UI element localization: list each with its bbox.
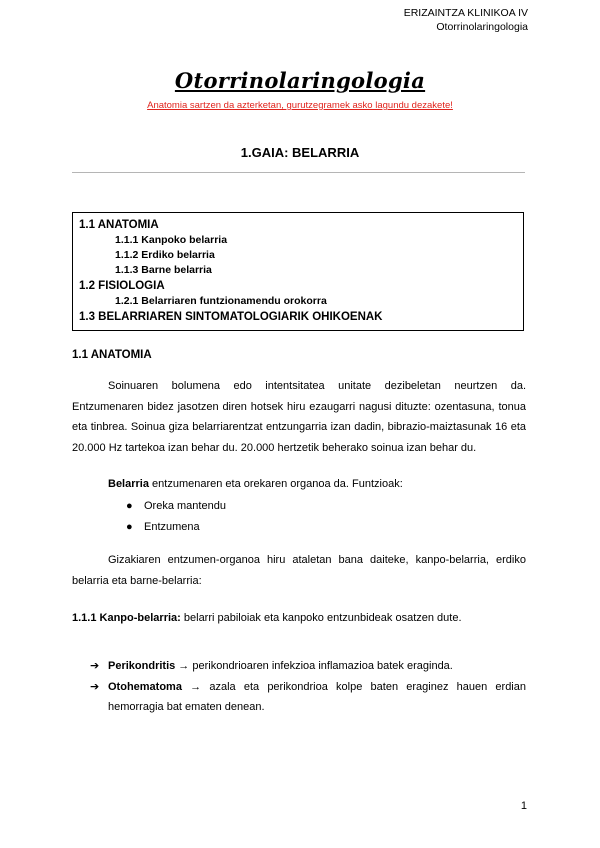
toc-item: 1.1.1 Kanpoko belarria (115, 234, 228, 246)
toc-item: 1.1 ANATOMIA (79, 219, 159, 231)
list-item (126, 517, 226, 538)
functions-list (126, 496, 226, 538)
table-of-contents (72, 212, 524, 331)
pathology-list (90, 656, 526, 718)
paragraph-intro: Soinuaren bolumena edo intentsitatea unitate dezibeletan neurtzen da. Entzumenaren bidez jasotzen diren hotsek hiru ezaugarri nagusi dituzte: ozentasuna, tonua eta tinbrea. Soinua giza belarriarentzat entzungarria izan dadin, bibrazio-maiztasunak 16 eta 20.000 Hz tartekoa izan behar du. 20.000 hertzetik beherako soinua izan behar du. (72, 380, 526, 454)
term: Otohematoma (108, 681, 182, 693)
toc-item: 1.2 FISIOLOGIA (79, 280, 165, 292)
subsection-text: belarri pabiloiak eta kanpoko entzunbideak osatzen dute. (180, 612, 462, 624)
bold-term: Belarria (108, 478, 149, 490)
page-number: 1 (520, 800, 527, 812)
section-heading: 1.1 ANATOMIA (72, 349, 152, 361)
horizontal-divider (72, 172, 525, 173)
paragraph-parts: Gizakiaren entzumen-organoa hiru ataletan bana daiteke, kanpo-belarria, erdiko belarria eta barne-belarria: (72, 554, 526, 587)
list-item (126, 496, 226, 517)
paragraph-functions (72, 474, 526, 495)
subsection-outer-ear (72, 612, 462, 624)
definition: → perikondrioaren infekzioa inflamazioa batek eraginda. (175, 660, 453, 672)
toc-item: 1.3 BELARRIAREN SINTOMATOLOGIARIK OHIKOENAK (79, 311, 383, 323)
document-title: Otorrinolaringologia (174, 68, 426, 93)
document-subtitle: Anatomia sartzen da azterketan, gurutzegramek asko lagundu dezakete! (147, 100, 453, 111)
definition: → azala eta perikondrioa kolpe baten eraginez hauen erdian hemorragia bat ematen denean. (108, 681, 526, 713)
header-subject: Otorrinolaringologia (436, 21, 528, 33)
list-item-text: Entzumena (144, 521, 200, 533)
list-item (90, 677, 526, 717)
bullet-icon: ● (126, 521, 133, 533)
term: Perikondritis (108, 660, 176, 672)
bullet-icon: ● (126, 500, 133, 512)
arrow-icon: ➔ (90, 660, 100, 672)
header-course: ERIZAINTZA KLINIKOA IV (403, 7, 528, 19)
toc-item: 1.2.1 Belarriaren funtzionamendu orokorra (115, 295, 327, 307)
chapter-heading: 1.GAIA: BELARRIA (240, 145, 360, 160)
arrow-icon: ➔ (90, 681, 100, 693)
list-item (90, 656, 526, 676)
paragraph-text: entzumenaren eta orekaren organoa da. Funtzioak: (148, 478, 403, 490)
toc-item: 1.1.3 Barne belarria (115, 264, 212, 276)
running-header (404, 6, 528, 34)
subsection-title: 1.1.1 Kanpo-belarria: (72, 612, 181, 624)
list-item-text: Oreka mantendu (144, 500, 226, 512)
toc-item: 1.1.2 Erdiko belarria (115, 249, 215, 261)
